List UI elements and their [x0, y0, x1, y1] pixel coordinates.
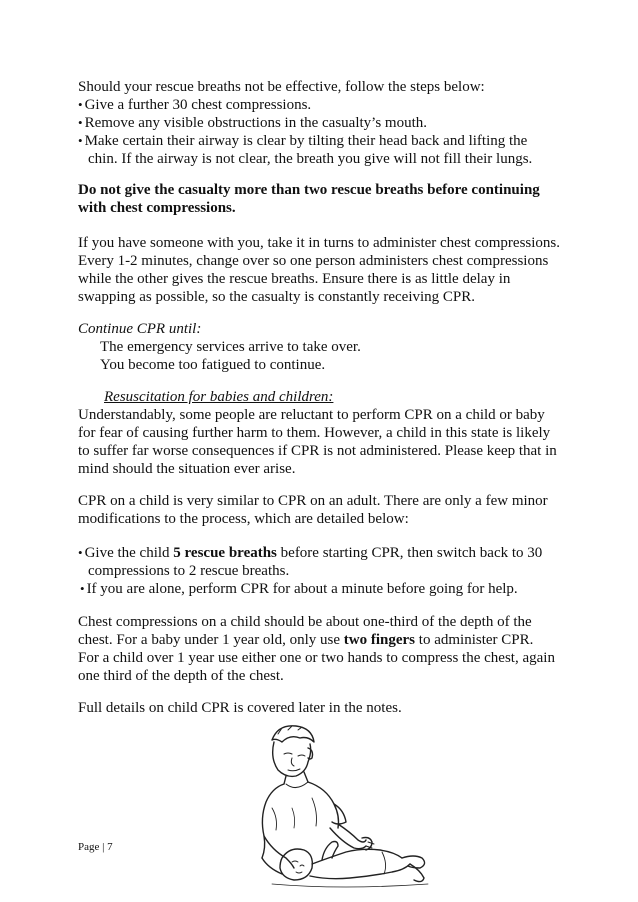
- child-bullet1-pre: Give the child: [84, 545, 174, 561]
- infant-cpr-illustration: [242, 718, 432, 896]
- similar-line: CPR on a child is very similar to CPR on an adult. There are only a few minor: [78, 493, 548, 509]
- steps-section: [78, 78, 578, 168]
- depth-line: [78, 631, 578, 649]
- child-bullets: [78, 544, 578, 598]
- continue-section: [78, 320, 578, 374]
- child-bullet1-post: before starting CPR, then switch back to 30: [276, 545, 543, 561]
- full-details-paragraph: [78, 699, 578, 717]
- team-line: If you have someone with you, take it in turns to administer chest compressions.: [78, 235, 560, 251]
- team-paragraph: [78, 234, 578, 306]
- warning-paragraph: [78, 181, 578, 217]
- team-line: swapping as possible, so the casualty is constantly receiving CPR.: [78, 289, 476, 305]
- child-bullet1-bold: 5 rescue breaths: [173, 545, 277, 561]
- similar-paragraph: [78, 492, 578, 528]
- step-item-continuation: chin. If the airway is not clear, the breath you give will not fill their lungs.: [88, 151, 533, 167]
- child-bullet-continuation: compressions to 2 rescue breaths.: [88, 563, 290, 579]
- step-item: • Give a further 30 chest compressions.: [78, 96, 578, 114]
- team-line: Every 1-2 minutes, change over so one person administers chest compressions: [78, 253, 549, 269]
- child-heading: Resuscitation for babies and children:: [104, 389, 334, 405]
- steps-intro: Should your rescue breaths not be effective, follow the steps below:: [78, 79, 485, 95]
- child-section: [78, 388, 578, 478]
- continue-heading: Continue CPR until:: [78, 321, 202, 337]
- step-item: • Make certain their airway is clear by tilting their head back and lifting the: [78, 132, 578, 150]
- depth-line: Chest compressions on a child should be about one-third of the depth of the: [78, 614, 532, 630]
- depth-line2-post: to administer CPR.: [415, 632, 534, 648]
- child-line: Understandably, some people are reluctant to perform CPR on a child or baby: [78, 407, 545, 423]
- step-item: • Remove any visible obstructions in the casualty’s mouth.: [78, 114, 578, 132]
- child-line: to suffer far worse consequences if CPR is not administered. Please keep that in: [78, 443, 557, 459]
- full-details-line: Full details on child CPR is covered later in the notes.: [78, 700, 402, 716]
- warning-line: Do not give the casualty more than two rescue breaths before continuing: [78, 182, 540, 198]
- page-number-footer: Page | 7: [78, 841, 113, 853]
- depth-line: one third of the depth of the chest.: [78, 668, 284, 684]
- team-line: while the other gives the rescue breaths. Ensure there is as little delay in: [78, 271, 511, 287]
- child-bullet-item: • If you are alone, perform CPR for about a minute before going for help.: [78, 580, 578, 598]
- continue-item: The emergency services arrive to take over.: [100, 339, 361, 355]
- depth-line2-pre: chest. For a baby under 1 year old, only use: [78, 632, 344, 648]
- child-line: for fear of causing further harm to them. However, a child in this state is likely: [78, 425, 551, 441]
- continue-item: You become too fatigued to continue.: [100, 357, 326, 373]
- depth-line: For a child over 1 year use either one or two hands to compress the chest, again: [78, 650, 555, 666]
- depth-paragraph: [78, 613, 578, 685]
- similar-line: modifications to the process, which are detailed below:: [78, 511, 409, 527]
- depth-line2-bold: two fingers: [343, 632, 416, 648]
- warning-line: with chest compressions.: [78, 200, 236, 216]
- child-line: mind should the situation ever arise.: [78, 461, 296, 477]
- child-bullet-item: [78, 544, 578, 562]
